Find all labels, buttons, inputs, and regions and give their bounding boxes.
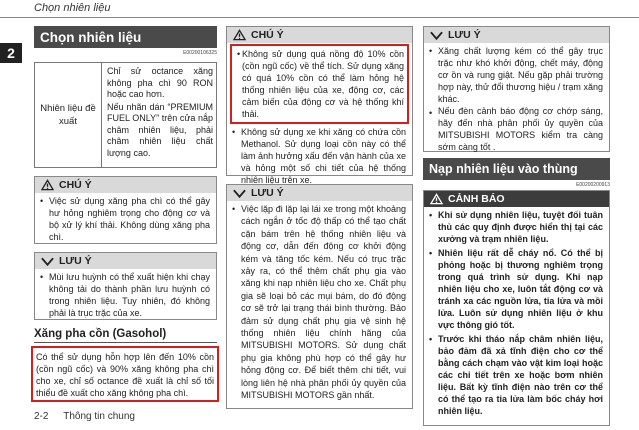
fuel-table-content bbox=[107, 66, 213, 159]
caution-header bbox=[35, 177, 216, 193]
note-text: • Mùi lưu huỳnh có thể xuất hiện khi chạy không tải do thành phần lưu huỳnh có trong nhiên liệu. Tuy nhiên, đó không phải là trục trặc của xe. bbox=[35, 269, 216, 319]
warning-bullet-regulations: • Khi sử dụng nhiên liệu, tuyệt đối tuân thủ các quy định được hiển thị tại các xưởng và trạm nhiên liệu. bbox=[424, 207, 609, 245]
page-number: 2-2 bbox=[34, 411, 49, 422]
caution-box-ethanol bbox=[226, 26, 413, 185]
fuel-table-label: Nhiên liệu đề xuất bbox=[35, 63, 102, 167]
warning-triangle-icon bbox=[233, 29, 246, 41]
section-title-fuel-selection: Chọn nhiên liệu bbox=[34, 26, 217, 48]
caution-text: • Việc sử dụng xăng pha chì có thể gây hư hỏng nghiêm trọng cho động cơ và bộ xử lý khí thải. Không dùng xăng pha chì. bbox=[35, 193, 216, 243]
note-text: • Việc lặp đi lặp lại lái xe trong một khoảng cách ngắn ở tốc độ thấp có thể tạo chất cặn bám trên hệ thống nhiên liệu và động cơ, dẫn đến động cơ khởi động kém và tăng tốc kém. Nếu có trục trặc xảy ra, có thể thêm chất phụ gia vào xăng khi nạp nhiên liệu cho xe. Chất phụ gia sẽ loại bỏ các mụi bám, do đó động cơ sẽ trở lại trạng thái bình thường. Bảo đảm sử dụng chất phụ gia vệ sinh hệ thống nhiên liệu chính hãng của MITSUBISHI MOTORS. Sử dụng chất phụ gia không phù hợp có thể gây hư hỏng động cơ. Để biết thêm chi tiết, vui lòng liên hệ nhà phân phối ủy quyền của MITSUBISHI MOTORS gần nhất. bbox=[227, 201, 412, 402]
footer-label: Thông tin chung bbox=[63, 411, 135, 422]
caution-bullet-methanol: • Không sử dụng xe khi xăng có chứa cồn Methanol. Sử dụng loại cồn này có thể làm ảnh hưởng xấu đến vận hành của xe và hỏng một số chi tiết của hệ thống nhiên liệu trên xe. bbox=[227, 124, 412, 186]
footer bbox=[34, 411, 135, 422]
gasohol-text: Có thể sử dụng hỗn hợp lên đến 10% cồn (cồn ngũ cốc) và 90% xăng không pha chì cho xe, chỉ số octance đề xuất là chỉ số tối thiểu đề xuất cho xăng không pha chì. bbox=[31, 346, 219, 402]
note-text-quality: • Xăng chất lượng kém có thể gây trục trặc như khó khởi động, chết máy, động cơ ồn và rung giật. Nếu gặp phải trường hợp này, thử đổi thương hiệu / trạm xăng khác. bbox=[424, 43, 609, 105]
note-title: LƯU Ý bbox=[448, 29, 481, 41]
note-text-engine-light: • Nếu đèn cảnh báo động cơ chớp sáng, hãy đến nhà phân phối ủy quyền của MITSUBISHI MOTORS kiểm tra càng sớm càng tốt . bbox=[424, 105, 609, 153]
fuel-premium-text: Nếu nhãn dán “PREMIUM FUEL ONLY” trên cửa nắp châm nhiên liệu, phải châm nhiên liệu chất lượng cao. bbox=[107, 101, 213, 158]
note-box-sulfur bbox=[34, 252, 217, 320]
note-icon bbox=[41, 255, 54, 267]
caution-title: CHÚ Ý bbox=[251, 29, 284, 41]
fuel-octane-text: Chỉ sử octance xăng không pha chì 90 RON hoặc cao hơn. bbox=[107, 66, 213, 99]
warning-triangle-icon bbox=[430, 193, 443, 205]
note-icon bbox=[430, 29, 443, 41]
note-icon bbox=[233, 187, 246, 199]
caution-bullet-ethanol: • Không sử dụng quá nồng độ 10% cồn (cồn ngũ cốc) về thể tích. Sử dụng xăng có quá 10% cồn có thể làm hỏng hệ thống nhiên liệu của xe, động cơ, các cảm biến của động cơ và hệ thống khí thải. bbox=[232, 46, 407, 120]
caution-header bbox=[227, 27, 412, 43]
note-header bbox=[424, 27, 609, 43]
running-header: Chọn nhiên liệu bbox=[34, 2, 111, 14]
note-box-fuel-quality bbox=[423, 26, 610, 152]
ethanol-highlight bbox=[230, 44, 409, 124]
warning-box bbox=[423, 190, 610, 426]
gasohol-heading: Xăng pha cồn (Gasohol) bbox=[34, 328, 167, 340]
fuel-table bbox=[34, 62, 217, 168]
section-code: E00200106325 bbox=[183, 50, 217, 56]
header-rule bbox=[0, 17, 639, 18]
chapter-tab: 2 bbox=[0, 43, 22, 63]
warning-bullet-static: • Trước khi tháo nắp châm nhiên liệu, bảo đảm đã xả tĩnh điện cho cơ thể bằng cách chạm vào vật kim loại hoặc các chi tiết trên xe hoặc bơm nhiên liệu. Bất kỳ tĩnh điện nào trên cơ thể có thể tạo ra tia lửa làm bốc cháy hơi nhiên liệu. bbox=[424, 331, 609, 417]
gasohol-rule bbox=[34, 342, 217, 343]
note-title: LƯU Ý bbox=[59, 255, 92, 267]
warning-title: CẢNH BÁO bbox=[448, 193, 505, 205]
section-title-refuel: Nạp nhiên liệu vào thùng bbox=[423, 158, 610, 180]
note-box-additive bbox=[226, 184, 413, 409]
warning-bullet-flammable: • Nhiên liệu rất dễ cháy nổ. Có thể bị phỏng hoặc bị thương nghiêm trọng trong quá trình sử dụng. Khi nạp nhiên liệu cho xe, luôn tắt động cơ và tránh xa các nguồn lửa, tia lửa và mồi lửa. Luôn sử dụng nhiên liệu ở khu vực thông gió tốt. bbox=[424, 245, 609, 331]
note-header bbox=[227, 185, 412, 201]
section-code: E00200200913 bbox=[576, 182, 610, 188]
warning-triangle-icon bbox=[41, 179, 54, 191]
note-header bbox=[35, 253, 216, 269]
note-title: LƯU Ý bbox=[251, 187, 284, 199]
caution-title: CHÚ Ý bbox=[59, 179, 92, 191]
caution-box-leaded bbox=[34, 176, 217, 244]
warning-header bbox=[424, 191, 609, 207]
